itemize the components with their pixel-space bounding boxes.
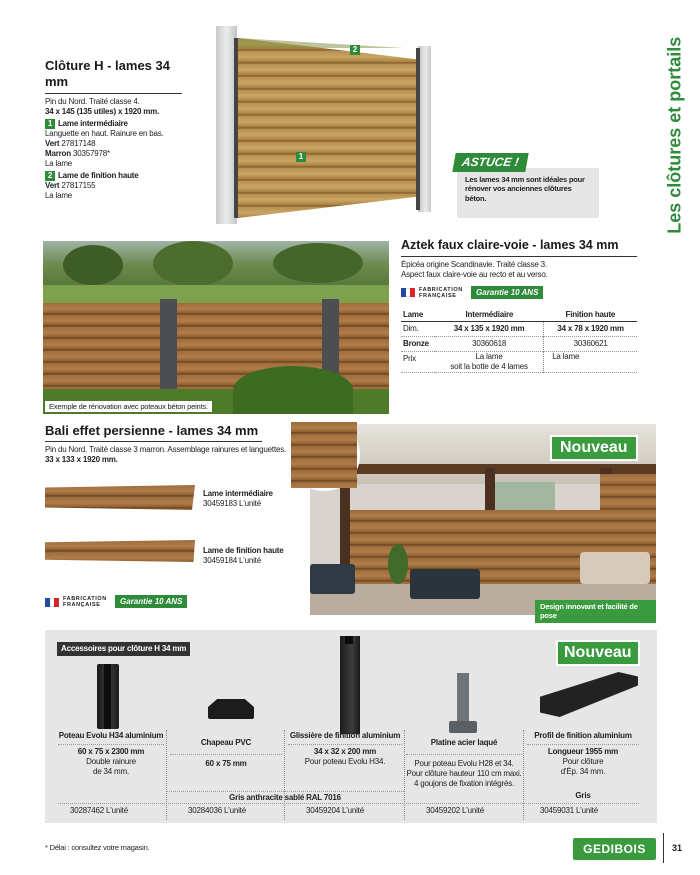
bali-desc: Pin du Nord. Traité classe 3 marron. Assemblage rainures et languettes. bbox=[45, 445, 287, 455]
acc-item-chapeau bbox=[170, 738, 282, 769]
platine-image bbox=[449, 673, 477, 733]
acc-name: Platine acier laqué bbox=[406, 738, 522, 755]
aztek-fabrication bbox=[401, 287, 637, 299]
astuce-title: ASTUCE ! bbox=[452, 153, 528, 172]
aztek-cell: 30360621 bbox=[544, 337, 637, 352]
acc-desc: Pour poteau Evolu H28 et 34. bbox=[414, 759, 514, 768]
aztek-line1: Épicéa origine Scandinavie. Traité classe 3. bbox=[401, 259, 547, 269]
item1-marron-ref: 30357978* bbox=[72, 148, 110, 158]
cloture-h-section bbox=[45, 58, 182, 201]
acc-profil-color: Gris bbox=[575, 791, 591, 800]
french-flag-icon bbox=[401, 288, 415, 297]
bali-fabrication bbox=[45, 596, 187, 608]
bali-title: Bali effet persienne - lames 34 mm bbox=[45, 423, 262, 442]
acc-name: Glissière de finition aluminium bbox=[288, 731, 402, 745]
aztek-guarantee: Garantie 10 ANS bbox=[471, 286, 543, 299]
bali-item1-title: Lame intermédiaire bbox=[203, 489, 273, 498]
acc-spec: 60 x 75 mm bbox=[205, 759, 247, 768]
renovation-caption: Exemple de rénovation avec poteaux béton peints. bbox=[45, 401, 212, 412]
aztek-row-label: Dim. bbox=[403, 324, 419, 333]
cloture-h-origin: Pin du Nord. Traité classe 4. bbox=[45, 96, 140, 106]
acc-desc: de 34 mm. bbox=[93, 767, 129, 776]
acc-spec: 34 x 32 x 200 mm bbox=[313, 747, 377, 756]
aztek-row-label: Prix bbox=[403, 354, 416, 363]
page-number: 31 bbox=[672, 843, 683, 853]
bali-section bbox=[45, 423, 295, 465]
item1-vert-label: Vert bbox=[45, 138, 60, 148]
acc-desc: Pour clôture hauteur 110 cm maxi. bbox=[406, 769, 522, 778]
accessoires-header: Accessoires pour clôture H 34 mm bbox=[57, 642, 190, 656]
aztek-cell: 34 x 135 x 1920 mm bbox=[453, 324, 525, 333]
item1-title: Lame intermédiaire bbox=[58, 118, 128, 128]
acc-item-platine bbox=[406, 738, 522, 789]
acc-name: Chapeau PVC bbox=[170, 738, 282, 755]
acc-ref: 30287462 L'unité bbox=[70, 806, 128, 815]
bali-photo bbox=[310, 424, 656, 621]
aztek-cell: La lame bbox=[475, 352, 503, 361]
item1-marron-label: Marron bbox=[45, 148, 71, 158]
item2-title: Lame de finition haute bbox=[58, 170, 139, 180]
aztek-header-finition: Finition haute bbox=[565, 310, 616, 319]
bali-item1 bbox=[203, 489, 273, 509]
acc-item-poteau bbox=[58, 731, 164, 777]
glissiere-image bbox=[340, 636, 360, 734]
item1-desc: Languette en haut. Rainure en bas. bbox=[45, 128, 164, 138]
acc-shared-color: Gris anthracite sablé RAL 7016 bbox=[166, 791, 404, 803]
acc-name: Profil de finition aluminium bbox=[527, 731, 639, 745]
bali-zoom-circle bbox=[288, 419, 360, 491]
acc-desc: 4 goujons de fixation intégrés. bbox=[413, 779, 515, 788]
gedibois-logo: GEDIBOIS bbox=[573, 838, 656, 860]
aztek-table bbox=[401, 309, 637, 373]
aztek-section bbox=[401, 238, 637, 299]
astuce-box bbox=[449, 151, 599, 218]
cloture-h-item2 bbox=[45, 171, 182, 181]
number-badge: 1 bbox=[45, 119, 55, 129]
aztek-cell: 34 x 78 x 1920 mm bbox=[544, 322, 637, 337]
item2-unit: La lame bbox=[45, 190, 73, 200]
photo-label-1: 1 bbox=[296, 152, 306, 162]
bali-item2-title: Lame de finition haute bbox=[203, 546, 284, 555]
photo-label-2: 2 bbox=[350, 45, 360, 55]
chapeau-image bbox=[208, 699, 254, 719]
aztek-cell: 30360618 bbox=[472, 339, 507, 348]
item1-vert-ref: 27817148 bbox=[61, 138, 96, 148]
bali-photo-caption: Design innovant et facilité de pose bbox=[535, 600, 656, 623]
acc-desc: Double rainure bbox=[86, 757, 136, 766]
acc-desc: Pour poteau Evolu H34. bbox=[304, 757, 386, 766]
fab-line1: FABRICATION bbox=[63, 596, 107, 602]
item2-vert-label: Vert bbox=[45, 180, 60, 190]
acc-ref: 30459202 L'unité bbox=[426, 806, 484, 815]
cloture-h-image bbox=[216, 26, 431, 224]
bali-nouveau-badge: Nouveau bbox=[550, 435, 638, 461]
acc-desc: d'Ép. 34 mm. bbox=[560, 767, 606, 776]
astuce-text: Les lames 34 mm sont idéales pour rénover vos anciennes clôtures béton. bbox=[465, 175, 585, 203]
bali-board-finition bbox=[45, 540, 195, 562]
acc-spec: Longueur 1955 mm bbox=[547, 747, 619, 756]
acc-spec: 60 x 75 x 2300 mm bbox=[77, 747, 145, 756]
fab-line2: FRANÇAISE bbox=[419, 292, 457, 299]
cloture-h-item1 bbox=[45, 119, 182, 129]
cloture-h-dims: 34 x 145 (135 utiles) x 1920 mm. bbox=[45, 106, 160, 116]
acc-desc: Pour clôture bbox=[562, 757, 604, 766]
aztek-row-label: Bronze bbox=[403, 339, 429, 348]
aztek-header-intermediaire: Intermédiaire bbox=[465, 310, 514, 319]
accessoires-nouveau-badge: Nouveau bbox=[556, 640, 640, 666]
acc-ref: 30459204 L'unité bbox=[306, 806, 364, 815]
aztek-line2: Aspect faux claire-voie au recto et au verso. bbox=[401, 269, 548, 279]
bali-item1-ref: 30459183 L'unité bbox=[203, 499, 261, 508]
footer-note: * Délai : consultez votre magasin. bbox=[45, 843, 150, 852]
bali-board-intermediaire bbox=[45, 485, 195, 510]
item2-vert-ref: 27817155 bbox=[61, 180, 96, 190]
side-title: Les clôtures et portails bbox=[664, 36, 685, 234]
item1-unit: La lame bbox=[45, 158, 73, 168]
aztek-cell: La lame bbox=[544, 352, 637, 373]
acc-ref: 30284036 L'unité bbox=[188, 806, 246, 815]
acc-item-profil bbox=[527, 731, 639, 777]
bali-item2 bbox=[203, 546, 284, 566]
acc-name: Poteau Evolu H34 aluminium bbox=[58, 731, 164, 745]
aztek-title: Aztek faux claire-voie - lames 34 mm bbox=[401, 238, 637, 257]
number-badge: 2 bbox=[45, 171, 55, 181]
bali-item2-ref: 30459184 L'unité bbox=[203, 556, 261, 565]
french-flag-icon bbox=[45, 598, 59, 607]
renovation-photo bbox=[43, 241, 389, 414]
acc-ref: 30459031 L'unité bbox=[540, 806, 598, 815]
fab-line2: FRANÇAISE bbox=[63, 602, 101, 608]
bali-guarantee: Garantie 10 ANS bbox=[115, 595, 187, 608]
bali-dims: 33 x 133 x 1920 mm. bbox=[45, 455, 118, 465]
acc-item-glissiere bbox=[288, 731, 402, 767]
cloture-h-title: Clôture H - lames 34 mm bbox=[45, 58, 182, 94]
aztek-cell: soit la botte de 4 lames bbox=[450, 362, 528, 371]
fab-line1: FABRICATION bbox=[419, 286, 463, 293]
aztek-header-lame: Lame bbox=[403, 310, 424, 319]
